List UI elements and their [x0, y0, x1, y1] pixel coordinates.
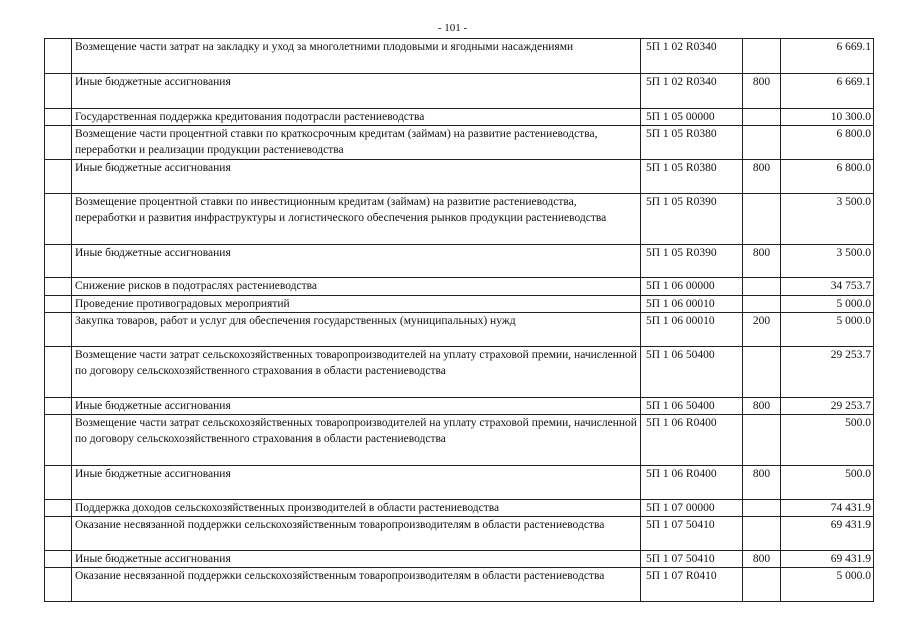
table-row [45, 74, 874, 109]
item-name-cell: Иные бюджетные ассигнования [72, 398, 641, 415]
row-marker-cell [45, 126, 72, 160]
expense-type-cell [743, 500, 781, 517]
item-name-cell: Возмещение части затрат сельскохозяйственных товаропроизводителей на уплату страховой премии, начисленной по договору сельскохозяйственного страхования в области растениеводства [72, 415, 641, 466]
classification-code-cell: 5П 1 06 00000 [641, 278, 743, 296]
table-row [45, 398, 874, 415]
table-row [45, 551, 874, 568]
amount-cell: 34 753.7 [781, 278, 874, 296]
amount-cell: 6 669.1 [781, 39, 874, 74]
item-name-cell: Иные бюджетные ассигнования [72, 160, 641, 194]
expense-type-cell: 800 [743, 160, 781, 194]
expense-type-cell [743, 39, 781, 74]
classification-code-cell: 5П 1 05 00000 [641, 109, 743, 126]
expense-type-cell [743, 415, 781, 466]
item-name-cell: Иные бюджетные ассигнования [72, 551, 641, 568]
budget-table-body [45, 39, 874, 602]
item-name-cell: Государственная поддержка кредитования подотрасли растениеводства [72, 109, 641, 126]
amount-cell: 5 000.0 [781, 568, 874, 602]
expense-type-cell: 200 [743, 313, 781, 347]
row-marker-cell [45, 278, 72, 296]
row-marker-cell [45, 313, 72, 347]
expense-type-cell: 800 [743, 245, 781, 278]
amount-cell: 69 431.9 [781, 551, 874, 568]
item-name-cell: Иные бюджетные ассигнования [72, 466, 641, 500]
expense-type-cell [743, 568, 781, 602]
expense-type-cell: 800 [743, 466, 781, 500]
classification-code-cell: 5П 1 02 R0340 [641, 74, 743, 109]
table-row [45, 160, 874, 194]
page-number: - 101 - [437, 22, 468, 34]
row-marker-cell [45, 517, 72, 551]
row-marker-cell [45, 245, 72, 278]
expense-type-cell [743, 278, 781, 296]
classification-code-cell: 5П 1 07 00000 [641, 500, 743, 517]
expense-type-cell [743, 296, 781, 313]
amount-cell: 3 500.0 [781, 245, 874, 278]
table-row [45, 500, 874, 517]
table-row [45, 568, 874, 602]
classification-code-cell: 5П 1 05 R0380 [641, 160, 743, 194]
amount-cell: 6 669.1 [781, 74, 874, 109]
amount-cell: 74 431.9 [781, 500, 874, 517]
row-marker-cell [45, 500, 72, 517]
classification-code-cell: 5П 1 07 50410 [641, 551, 743, 568]
row-marker-cell [45, 551, 72, 568]
row-marker-cell [45, 568, 72, 602]
item-name-cell: Возмещение части процентной ставки по краткосрочным кредитам (займам) на развитие растениеводства, переработки и реализации продукции растениеводства [72, 126, 641, 160]
amount-cell: 69 431.9 [781, 517, 874, 551]
classification-code-cell: 5П 1 05 R0380 [641, 126, 743, 160]
amount-cell: 29 253.7 [781, 398, 874, 415]
amount-cell: 29 253.7 [781, 347, 874, 398]
classification-code-cell: 5П 1 06 R0400 [641, 415, 743, 466]
expense-type-cell [743, 347, 781, 398]
item-name-cell: Возмещение части затрат сельскохозяйственных товаропроизводителей на уплату страховой премии, начисленной по договору сельскохозяйственного страхования в области растениеводства [72, 347, 641, 398]
table-row [45, 415, 874, 466]
classification-code-cell: 5П 1 05 R0390 [641, 194, 743, 245]
row-marker-cell [45, 109, 72, 126]
budget-table [44, 38, 874, 602]
table-row [45, 194, 874, 245]
amount-cell: 500.0 [781, 466, 874, 500]
item-name-cell: Иные бюджетные ассигнования [72, 245, 641, 278]
row-marker-cell [45, 347, 72, 398]
expense-type-cell [743, 194, 781, 245]
row-marker-cell [45, 194, 72, 245]
row-marker-cell [45, 398, 72, 415]
row-marker-cell [45, 466, 72, 500]
row-marker-cell [45, 415, 72, 466]
item-name-cell: Возмещение процентной ставки по инвестиционным кредитам (займам) на развитие растениеводства, переработки и развития инфраструктуры и логистического обеспечения рынков продукции растениеводства [72, 194, 641, 245]
item-name-cell: Снижение рисков в подотраслях растениеводства [72, 278, 641, 296]
classification-code-cell: 5П 1 06 50400 [641, 347, 743, 398]
item-name-cell: Оказание несвязанной поддержки сельскохозяйственным товаропроизводителям в области растениеводства [72, 517, 641, 551]
classification-code-cell: 5П 1 07 50410 [641, 517, 743, 551]
table-row [45, 347, 874, 398]
table-row [45, 466, 874, 500]
classification-code-cell: 5П 1 05 R0390 [641, 245, 743, 278]
classification-code-cell: 5П 1 06 00010 [641, 296, 743, 313]
amount-cell: 5 000.0 [781, 313, 874, 347]
table-row [45, 517, 874, 551]
amount-cell: 5 000.0 [781, 296, 874, 313]
item-name-cell: Проведение противоградовых мероприятий [72, 296, 641, 313]
expense-type-cell: 800 [743, 551, 781, 568]
expense-type-cell: 800 [743, 398, 781, 415]
row-marker-cell [45, 39, 72, 74]
classification-code-cell: 5П 1 06 R0400 [641, 466, 743, 500]
amount-cell: 10 300.0 [781, 109, 874, 126]
classification-code-cell: 5П 1 06 00010 [641, 313, 743, 347]
item-name-cell: Поддержка доходов сельскохозяйственных производителей в области растениеводства [72, 500, 641, 517]
expense-type-cell [743, 126, 781, 160]
item-name-cell: Оказание несвязанной поддержки сельскохозяйственным товаропроизводителям в области растениеводства [72, 568, 641, 602]
classification-code-cell: 5П 1 06 50400 [641, 398, 743, 415]
item-name-cell: Возмещение части затрат на закладку и уход за многолетними плодовыми и ягодными насаждениями [72, 39, 641, 74]
amount-cell: 500.0 [781, 415, 874, 466]
row-marker-cell [45, 74, 72, 109]
expense-type-cell: 800 [743, 74, 781, 109]
amount-cell: 3 500.0 [781, 194, 874, 245]
row-marker-cell [45, 160, 72, 194]
table-row [45, 245, 874, 278]
item-name-cell: Закупка товаров, работ и услуг для обеспечения государственных (муниципальных) нужд [72, 313, 641, 347]
table-row [45, 296, 874, 313]
table-row [45, 109, 874, 126]
item-name-cell: Иные бюджетные ассигнования [72, 74, 641, 109]
amount-cell: 6 800.0 [781, 126, 874, 160]
table-row [45, 313, 874, 347]
classification-code-cell: 5П 1 07 R0410 [641, 568, 743, 602]
expense-type-cell [743, 517, 781, 551]
table-row [45, 278, 874, 296]
table-row [45, 126, 874, 160]
table-row [45, 39, 874, 74]
row-marker-cell [45, 296, 72, 313]
amount-cell: 6 800.0 [781, 160, 874, 194]
classification-code-cell: 5П 1 02 R0340 [641, 39, 743, 74]
expense-type-cell [743, 109, 781, 126]
